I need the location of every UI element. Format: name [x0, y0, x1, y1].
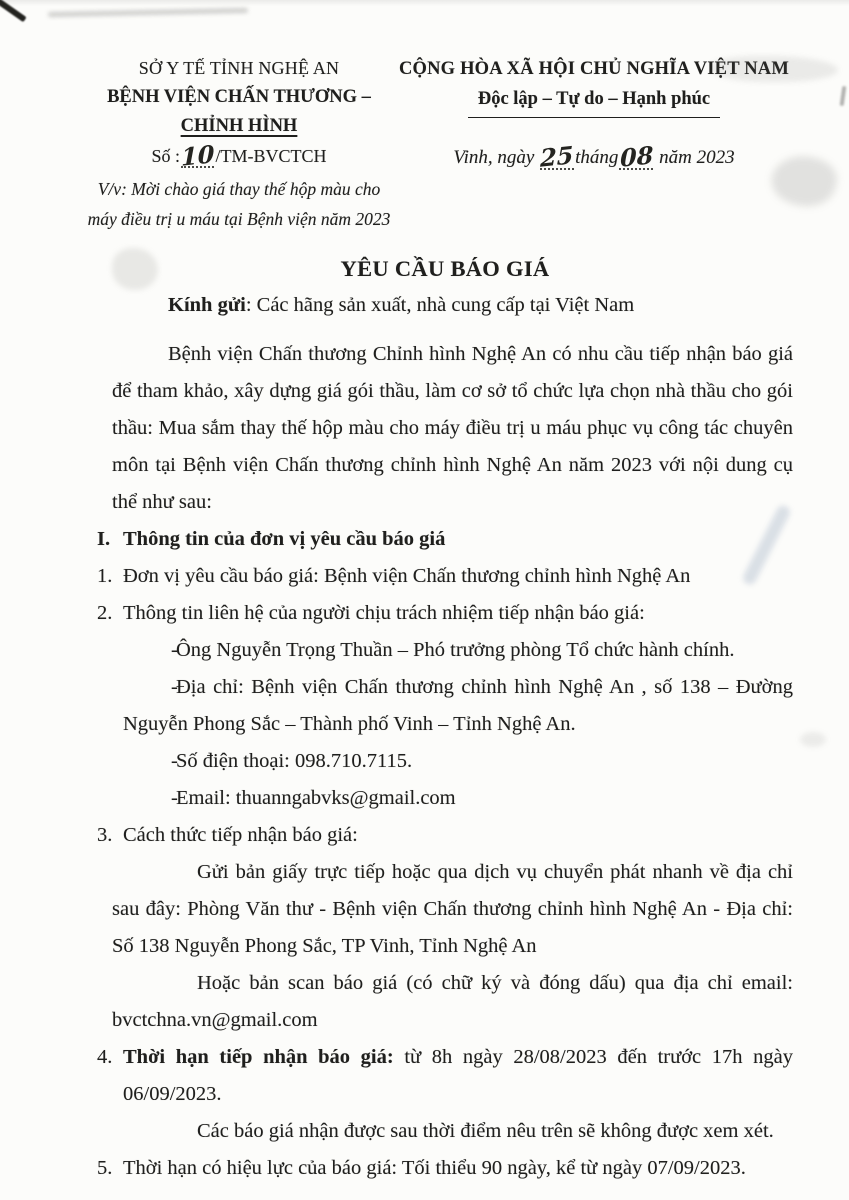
issuer-org-line1: BỆNH VIỆN CHẤN THƯƠNG – [107, 87, 371, 107]
handwritten-day: 25 [540, 140, 574, 173]
letterhead [87, 54, 793, 234]
handwritten-month: 08 [619, 140, 653, 173]
national-motto-line1: CỘNG HÒA XÃ HỘI CHỦ NGHĨA VIỆT NAM [398, 59, 790, 79]
section-1-heading [97, 521, 793, 558]
deadline-note: Các báo giá nhận được sau thời điểm nêu trên sẽ không được xem xét. [197, 1120, 774, 1142]
dash-bullet: - [171, 750, 178, 772]
item-text: Thời hạn có hiệu lực của báo giá: Tối thiểu 90 ngày, kể từ ngày 07/09/2023. [123, 1157, 746, 1179]
document-subject: V/v: Mời chào giá thay thế hộp màu cho máy điều trị u máu tại Bệnh viện năm 2023 [87, 179, 391, 229]
item-text: Thông tin liên hệ của người chịu trách nhiệm tiếp nhận báo giá: [123, 602, 645, 624]
contact-phone-text: Số điện thoại: 098.710.7115. [176, 750, 413, 772]
dash-bullet: - [171, 676, 178, 698]
scan-speck [800, 732, 826, 747]
dash-bullet: - [171, 639, 178, 661]
deadline-text: từ 8h ngày 28/08/2023 đến trước 17h ngày 06/09/2023. [123, 1046, 793, 1105]
contact-address-line [123, 669, 793, 743]
contact-email-line [123, 780, 793, 817]
scan-speck [840, 86, 847, 106]
list-item-2 [97, 595, 793, 632]
salutation-line [112, 287, 793, 324]
dash-bullet: - [171, 787, 178, 809]
intro-paragraph: Bệnh viện Chấn thương Chỉnh hình Nghệ An có nhu cầu tiếp nhận báo giá để tham khảo, xây dựng giá gói thầu, làm cơ sở tổ chức lựa chọn nhà thầu cho gói thầu: Mua sắm thay thế hộp màu cho máy điều trị u máu phục vụ công tác chuyên môn tại Bệnh viện Chấn thương chỉnh hình Nghệ An năm 2023 với nội dung cụ thể như sau: [112, 343, 793, 513]
contact-phone-line [123, 743, 793, 780]
document-number-line [83, 139, 395, 172]
scan-edge-shade [0, 0, 849, 6]
contact-name-text: Ông Nguyễn Trọng Thuần – Phó trưởng phòng Tổ chức hành chính. [176, 639, 735, 661]
scan-top-streak-artifact [48, 8, 248, 17]
item-text: Cách thức tiếp nhận báo giá: [123, 824, 358, 846]
salutation-label: Kính gửi [168, 294, 246, 316]
list-item-4 [97, 1039, 793, 1113]
item-number: 2. [97, 602, 113, 624]
document-body [97, 287, 793, 1187]
month-dotted-slot [619, 140, 653, 173]
item-text [123, 1039, 793, 1113]
contact-email-text: Email: thuanngabvks@gmail.com [176, 787, 456, 809]
list-item-3 [97, 817, 793, 854]
place-date-prefix: Vinh, ngày [453, 147, 535, 168]
place-date-line [395, 140, 793, 173]
day-dotted-slot [540, 140, 574, 173]
document-title: YÊU CẦU BÁO GIÁ [340, 256, 550, 281]
contact-name-line [123, 632, 793, 669]
deadline-label: Thời hạn tiếp nhận báo giá: [123, 1046, 394, 1068]
item-number: 5. [97, 1157, 113, 1179]
section-heading-text: Thông tin của đơn vị yêu cầu báo giá [123, 528, 446, 550]
national-header-block [395, 54, 793, 173]
handwritten-doc-number: 10 [181, 139, 215, 172]
place-date-suffix: năm 2023 [659, 147, 735, 168]
list-item-1 [97, 558, 793, 595]
list-item-5 [97, 1150, 793, 1187]
scan-corner-artifact [0, 0, 27, 22]
issuer-org-line2: CHỈNH HÌNH [180, 116, 298, 136]
receipt-method-paragraph-2: Hoặc bản scan báo giá (có chữ ký và đóng dấu) qua địa chỉ email: bvctchna.vn@gmail.com [112, 972, 793, 1031]
contact-address-text: Địa chỉ: Bệnh viện Chấn thương chỉnh hình Nghệ An , số 138 – Đường Nguyễn Phong Sắc – Thành phố Vinh – Tỉnh Nghệ An. [123, 676, 793, 735]
item-number: 4. [97, 1046, 113, 1068]
salutation-text: : Các hãng sản xuất, nhà cung cấp tại Việt Nam [245, 294, 635, 316]
receipt-method-paragraph-1: Gửi bản giấy trực tiếp hoặc qua dịch vụ chuyển phát nhanh về địa chỉ sau đây: Phòng Văn thư - Bệnh viện Chấn thương chỉnh hình Nghệ An - Địa chỉ: Số 138 Nguyễn Phong Sắc, TP Vinh, Tỉnh Nghệ An [112, 861, 793, 957]
issuer-department: SỞ Y TẾ TỈNH NGHỆ AN [138, 58, 340, 78]
item-text: Đơn vị yêu cầu báo giá: Bệnh viện Chấn thương chỉnh hình Nghệ An [123, 565, 691, 587]
month-label: tháng [575, 147, 619, 168]
item-number: 3. [97, 824, 113, 846]
doc-number-dotted-slot [181, 139, 215, 172]
issuer-block [83, 54, 395, 234]
doc-number-suffix: /TM-BVCTCH [215, 146, 327, 166]
doc-number-prefix: Số : [151, 146, 181, 166]
item-number: 1. [97, 565, 113, 587]
section-number: I. [97, 528, 111, 550]
national-motto-line2: Độc lập – Tự do – Hạnh phúc [395, 84, 793, 118]
